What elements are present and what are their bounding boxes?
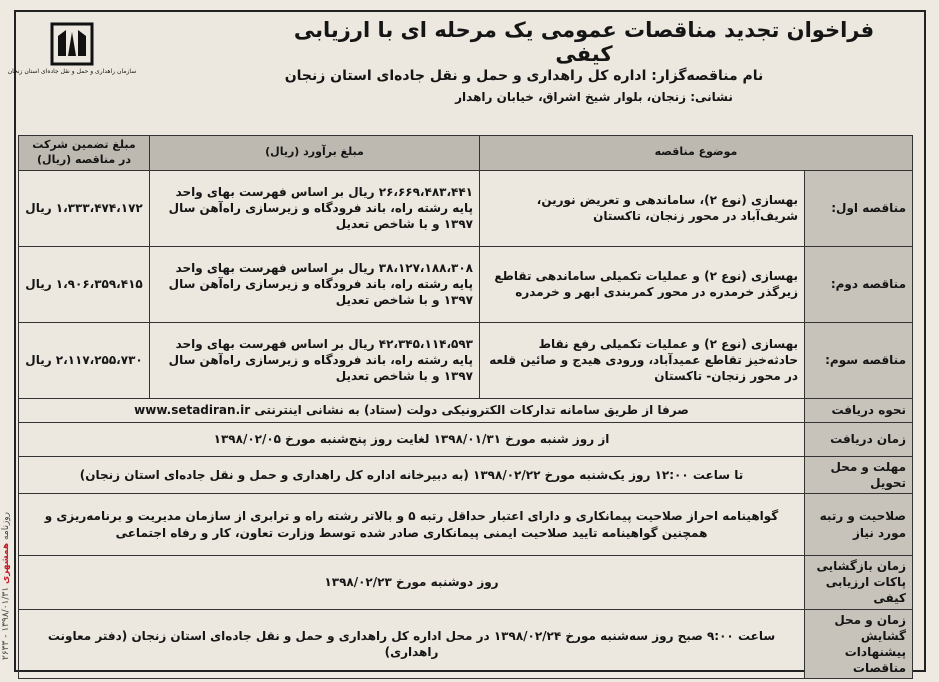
tender-estimate: ۲۶،۶۶۹،۴۸۳،۴۴۱ ریال بر اساس فهرست بهای واحد پایه رشته راه، باند فرودگاه و زیرسازی راه‌آهن سال ۱۳۹۷ و با شاخص تعدیل <box>150 170 480 246</box>
tender-subject: بهسازی (نوع ۲) و عملیات تکمیلی ساماندهی تقاطع زیرگذر خرمدره در محور کمربندی ابهر و خرمدره <box>480 246 805 322</box>
newspaper-brand: همشهری <box>1 542 11 585</box>
column-header-subject: موضوع مناقصه <box>480 136 913 171</box>
organizer-name: نام مناقصه‌گزار: اداره کل راهداری و حمل و نقل جاده‌ای استان زنجان <box>284 68 764 84</box>
info-label: مهلت و محل تحویل <box>805 456 913 493</box>
organization-logo <box>7 22 137 82</box>
info-row-receive-time <box>19 422 913 456</box>
column-header-estimate: مبلغ برآورد (ریال) <box>150 136 480 171</box>
road-authority-emblem-icon <box>50 22 94 66</box>
info-row-receive-method <box>19 398 913 422</box>
logo-caption: سازمان راهداری و حمل و نقل جاده‌ای استان زنجان <box>7 68 137 75</box>
notice-header <box>144 18 904 104</box>
info-value: تا ساعت ۱۲:۰۰ روز یک‌شنبه مورخ ۱۳۹۸/۰۲/۲۲ (به دبیرخانه اداره کل راهداری و حمل و نقل جاده‌ای استان زنجان) <box>19 456 805 493</box>
info-row-qualification <box>19 494 913 556</box>
newspaper-side-note <box>1 460 15 660</box>
info-label: نحوه دریافت <box>805 398 913 422</box>
info-label: صلاحیت و رتبه مورد نیاز <box>805 494 913 556</box>
tender-subject: بهسازی (نوع ۲)، ساماندهی و تعریض نورین، شریف‌آباد در محور زنجان، تاکستان <box>480 170 805 246</box>
column-header-guarantee: مبلغ تضمین شرکت در مناقصه (ریال) <box>19 136 150 171</box>
info-row-bid-opening <box>19 609 913 679</box>
tender-label: مناقصه دوم: <box>805 246 913 322</box>
side-note-code: ۱۳۹۸/۰۱/۳۱ - ۲۶۳۳ <box>1 586 11 660</box>
info-row-delivery <box>19 456 913 493</box>
info-label: زمان بازگشایی پاکات ارزیابی کیفی <box>805 556 913 610</box>
tender-table <box>18 135 913 679</box>
tender-label: مناقصه اول: <box>805 170 913 246</box>
organizer-address: نشانی: زنجان، بلوار شیخ اشراق، خیابان راهدار <box>455 90 733 104</box>
info-value: صرفا از طریق سامانه تدارکات الکترونیکی دولت (ستاد) به نشانی اینترنتی www.setadiran.ir <box>19 398 805 422</box>
tender-row-3 <box>19 322 913 398</box>
tender-guarantee: ۱،۹۰۶،۳۵۹،۴۱۵ ریال <box>19 246 150 322</box>
tender-subject: بهسازی (نوع ۲) و عملیات تکمیلی رفع نقاط حادثه‌خیز تقاطع عمیدآباد، ورودی هیدج و صائین قلعه در محور زنجان- تاکستان <box>480 322 805 398</box>
tender-estimate: ۳۸،۱۲۷،۱۸۸،۳۰۸ ریال بر اساس فهرست بهای واحد پایه رشته راه، باند فرودگاه و زیرسازی راه‌آهن سال ۱۳۹۷ و با شاخص تعدیل <box>150 246 480 322</box>
tender-guarantee: ۱،۳۳۳،۴۷۴،۱۷۲ ریال <box>19 170 150 246</box>
info-label: زمان دریافت <box>805 422 913 456</box>
info-value: از روز شنبه مورخ ۱۳۹۸/۰۱/۳۱ لغایت روز پنج‌شنبه مورخ ۱۳۹۸/۰۲/۰۵ <box>19 422 805 456</box>
tender-label: مناقصه سوم: <box>805 322 913 398</box>
table-header-row <box>19 136 913 171</box>
tender-estimate: ۴۲،۳۴۵،۱۱۴،۵۹۳ ریال بر اساس فهرست بهای واحد پایه رشته راه، باند فرودگاه و زیرسازی راه‌آهن سال ۱۳۹۷ و با شاخص تعدیل <box>150 322 480 398</box>
side-note-prefix: روزنامه <box>1 512 11 540</box>
tender-row-2 <box>19 246 913 322</box>
notice-title: فراخوان تجدید مناقصات عمومی یک مرحله ای با ارزیابی کیفی <box>293 18 875 66</box>
info-label: زمان و محل گشایش پیشنهادات مناقصات <box>805 609 913 679</box>
info-value: روز دوشنبه مورخ ۱۳۹۸/۰۲/۲۳ <box>19 556 805 610</box>
info-value: گواهینامه احراز صلاحیت پیمانکاری و دارای اعتبار حداقل رتبه ۵ و بالاتر رشته راه و ترابری از سازمان مدیریت و برنامه‌ریزی و همچنین گواهینامه تایید صلاحیت ایمنی پیمانکاری صادر شده توسط وزارت تعاون، کار و رفاه اجتماعی <box>19 494 805 556</box>
tender-guarantee: ۲،۱۱۷،۲۵۵،۷۳۰ ریال <box>19 322 150 398</box>
tender-row-1 <box>19 170 913 246</box>
info-row-envelope-opening <box>19 556 913 610</box>
info-value: ساعت ۹:۰۰ صبح روز سه‌شنبه مورخ ۱۳۹۸/۰۲/۲۴ در محل اداره کل راهداری و حمل و نقل جاده‌ای استان زنجان (دفتر معاونت راهداری) <box>19 609 805 679</box>
